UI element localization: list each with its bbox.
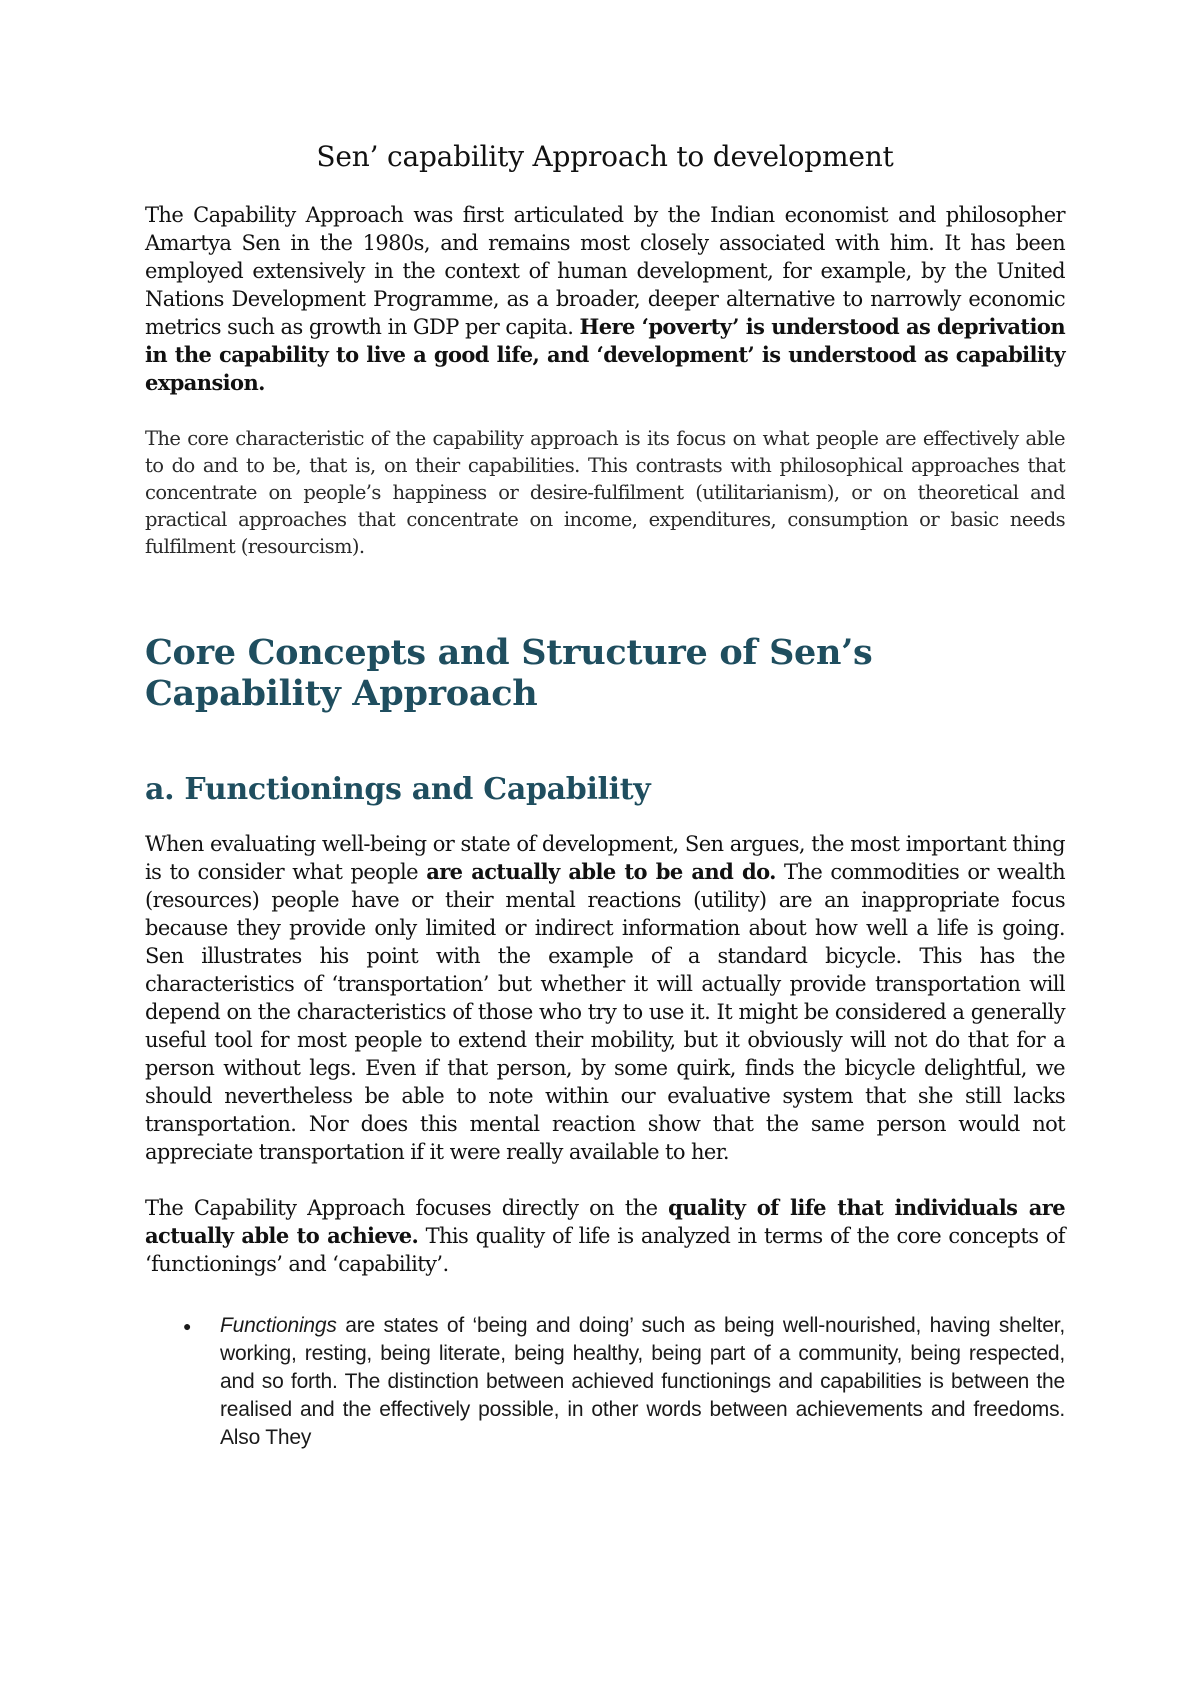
intro-text: The Capability Approach was first articulated by the Indian economist and philosopher Amartya Sen in the 1980s, and remains most closely associated with him. It has been employed extensively in the context of human development, for example, by the United Nations Development Programme, as a broader, deeper alternative to narrowly economic metrics such as growth in GDP per capita. <box>145 203 1065 339</box>
functionings-paragraph <box>145 830 1065 1166</box>
bullet-text: are states of ‘being and doing’ such as being well-nourished, having shelter, working, resting, being literate, being healthy, being part of a community, being respected, and so forth. The distinction between achieved functionings and capabilities is between the realised and the effectively possible, in other words between achievements and freedoms. Also They <box>220 1314 1065 1449</box>
intro-bold-text: Here ‘poverty’ is understood as deprivation in the capability to live a good life, and ‘development’ is understood as capability expansion. <box>145 314 1065 395</box>
list-item <box>145 1312 1065 1452</box>
document-title: Sen’ capability Approach to development <box>316 140 894 173</box>
document-page <box>145 140 1065 1452</box>
functionings-bold-text: are actually able to be and do. <box>426 859 776 884</box>
intro-paragraph <box>145 201 1065 397</box>
functionings-text-1: When evaluating well-being or state of development, Sen argues, the most important thing is to consider what people <box>145 832 1065 884</box>
quality-bold-text: quality of life that individuals are actually able to achieve. <box>145 1195 1065 1248</box>
section-heading: Core Concepts and Structure of Sen’s Capability Approach <box>145 632 873 714</box>
quality-text-2: This quality of life is analyzed in terms of the core concepts of ‘functionings’ and ‘capability’. <box>145 1224 1065 1276</box>
core-characteristic-paragraph: The core characteristic of the capability approach is its focus on what people are effectively able to do and to be, that is, on their capabilities. This contrasts with philosophical approaches that concentrate on people’s happiness or desire-fulfilment (utilitarianism), or on theoretical and practical approaches that concentrate on income, expenditures, consumption or basic needs fulfilment (resourcism). <box>145 427 1065 558</box>
functionings-text-2: The commodities or wealth (resources) people have or their mental reactions (utility) are an inappropriate focus because they provide only limited or indirect information about how well a life is going. Sen illustrates his point with the example of a standard bicycle. This has the characteristics of ‘transportation’ but whether it will actually provide transportation will depend on the characteristics of those who try to use it. It might be considered a generally useful tool for most people to extend their mobility, but it obviously will not do that for a person without legs. Even if that person, by some quirk, finds the bicycle delightful, we should nevertheless be able to note within our evaluative system that she still lacks transportation. Nor does this mental reaction show that the same person would not appreciate transportation if it were really available to her. <box>145 860 1065 1164</box>
bullet-term: Functionings <box>220 1314 337 1337</box>
bullet-icon: ● <box>183 1318 192 1334</box>
quality-text-1: The Capability Approach focuses directly on the <box>145 1196 669 1220</box>
bullet-list <box>145 1312 1065 1452</box>
subsection-heading: a. Functionings and Capability <box>145 772 651 807</box>
quality-of-life-paragraph <box>145 1194 1065 1278</box>
